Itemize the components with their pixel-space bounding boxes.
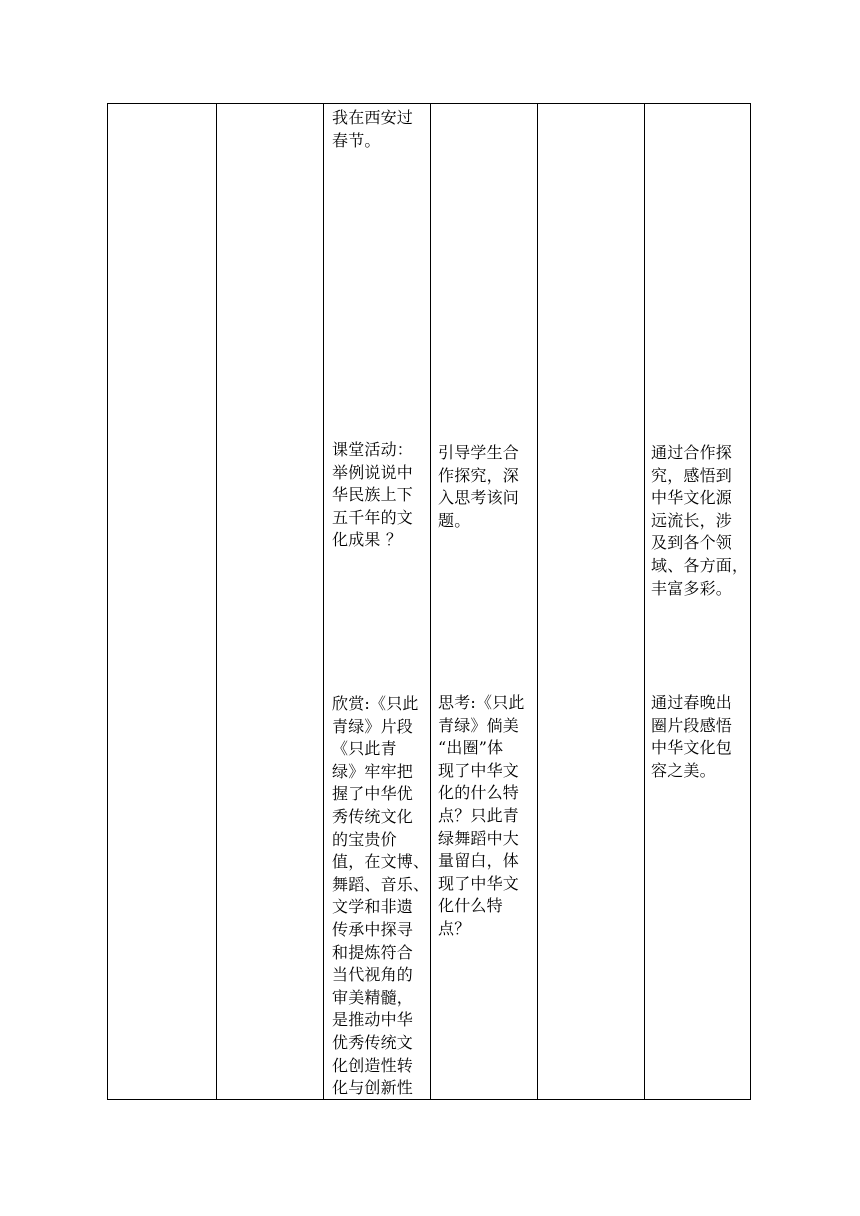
teacher-activity-think-question: 思考:《只此 青绿》倘美 “出圈”体 现了中华文 化的什么特 点？只此青 绿舞蹈中大 量留白，体 现了中华文 化什么特 点？ (438, 693, 525, 938)
content-text-xian-spring-festival: 我在西安过 春节。 (332, 108, 414, 150)
column-divider (323, 104, 324, 1099)
design-intent-cooperative-inquiry: 通过合作探 究，感悟到 中华文化源 远流长，涉 及到各个领 域、各方面， 丰富多彩。 (651, 443, 749, 598)
design-intent-gala-appreciation: 通过春晚出 圈片段感悟 中华文化包 容之美。 (651, 693, 733, 780)
column-divider (216, 104, 217, 1099)
teacher-activity-guide-inquiry: 引导学生合 作探究，深 入思考该问 题。 (438, 443, 520, 530)
column-divider (537, 104, 538, 1099)
lesson-plan-table (107, 103, 751, 1100)
column-divider (644, 104, 645, 1099)
content-text-appreciation: 欣赏:《只此 青绿》片段 《只此青 绿》牢牢把 握了中华优 秀传统文化 的宝贵价 值，在文博、 舞蹈、音乐、 文学和非遗 传承中探寻 和提炼符合 当代视角的 审美精髓， 是推动中华 优秀传统文 化创造性转 化与创新性 (332, 694, 430, 1098)
content-text-classroom-activity: 课堂活动： 举例说说中 华民族上下 五千年的文 化成果 ？ (332, 440, 414, 550)
